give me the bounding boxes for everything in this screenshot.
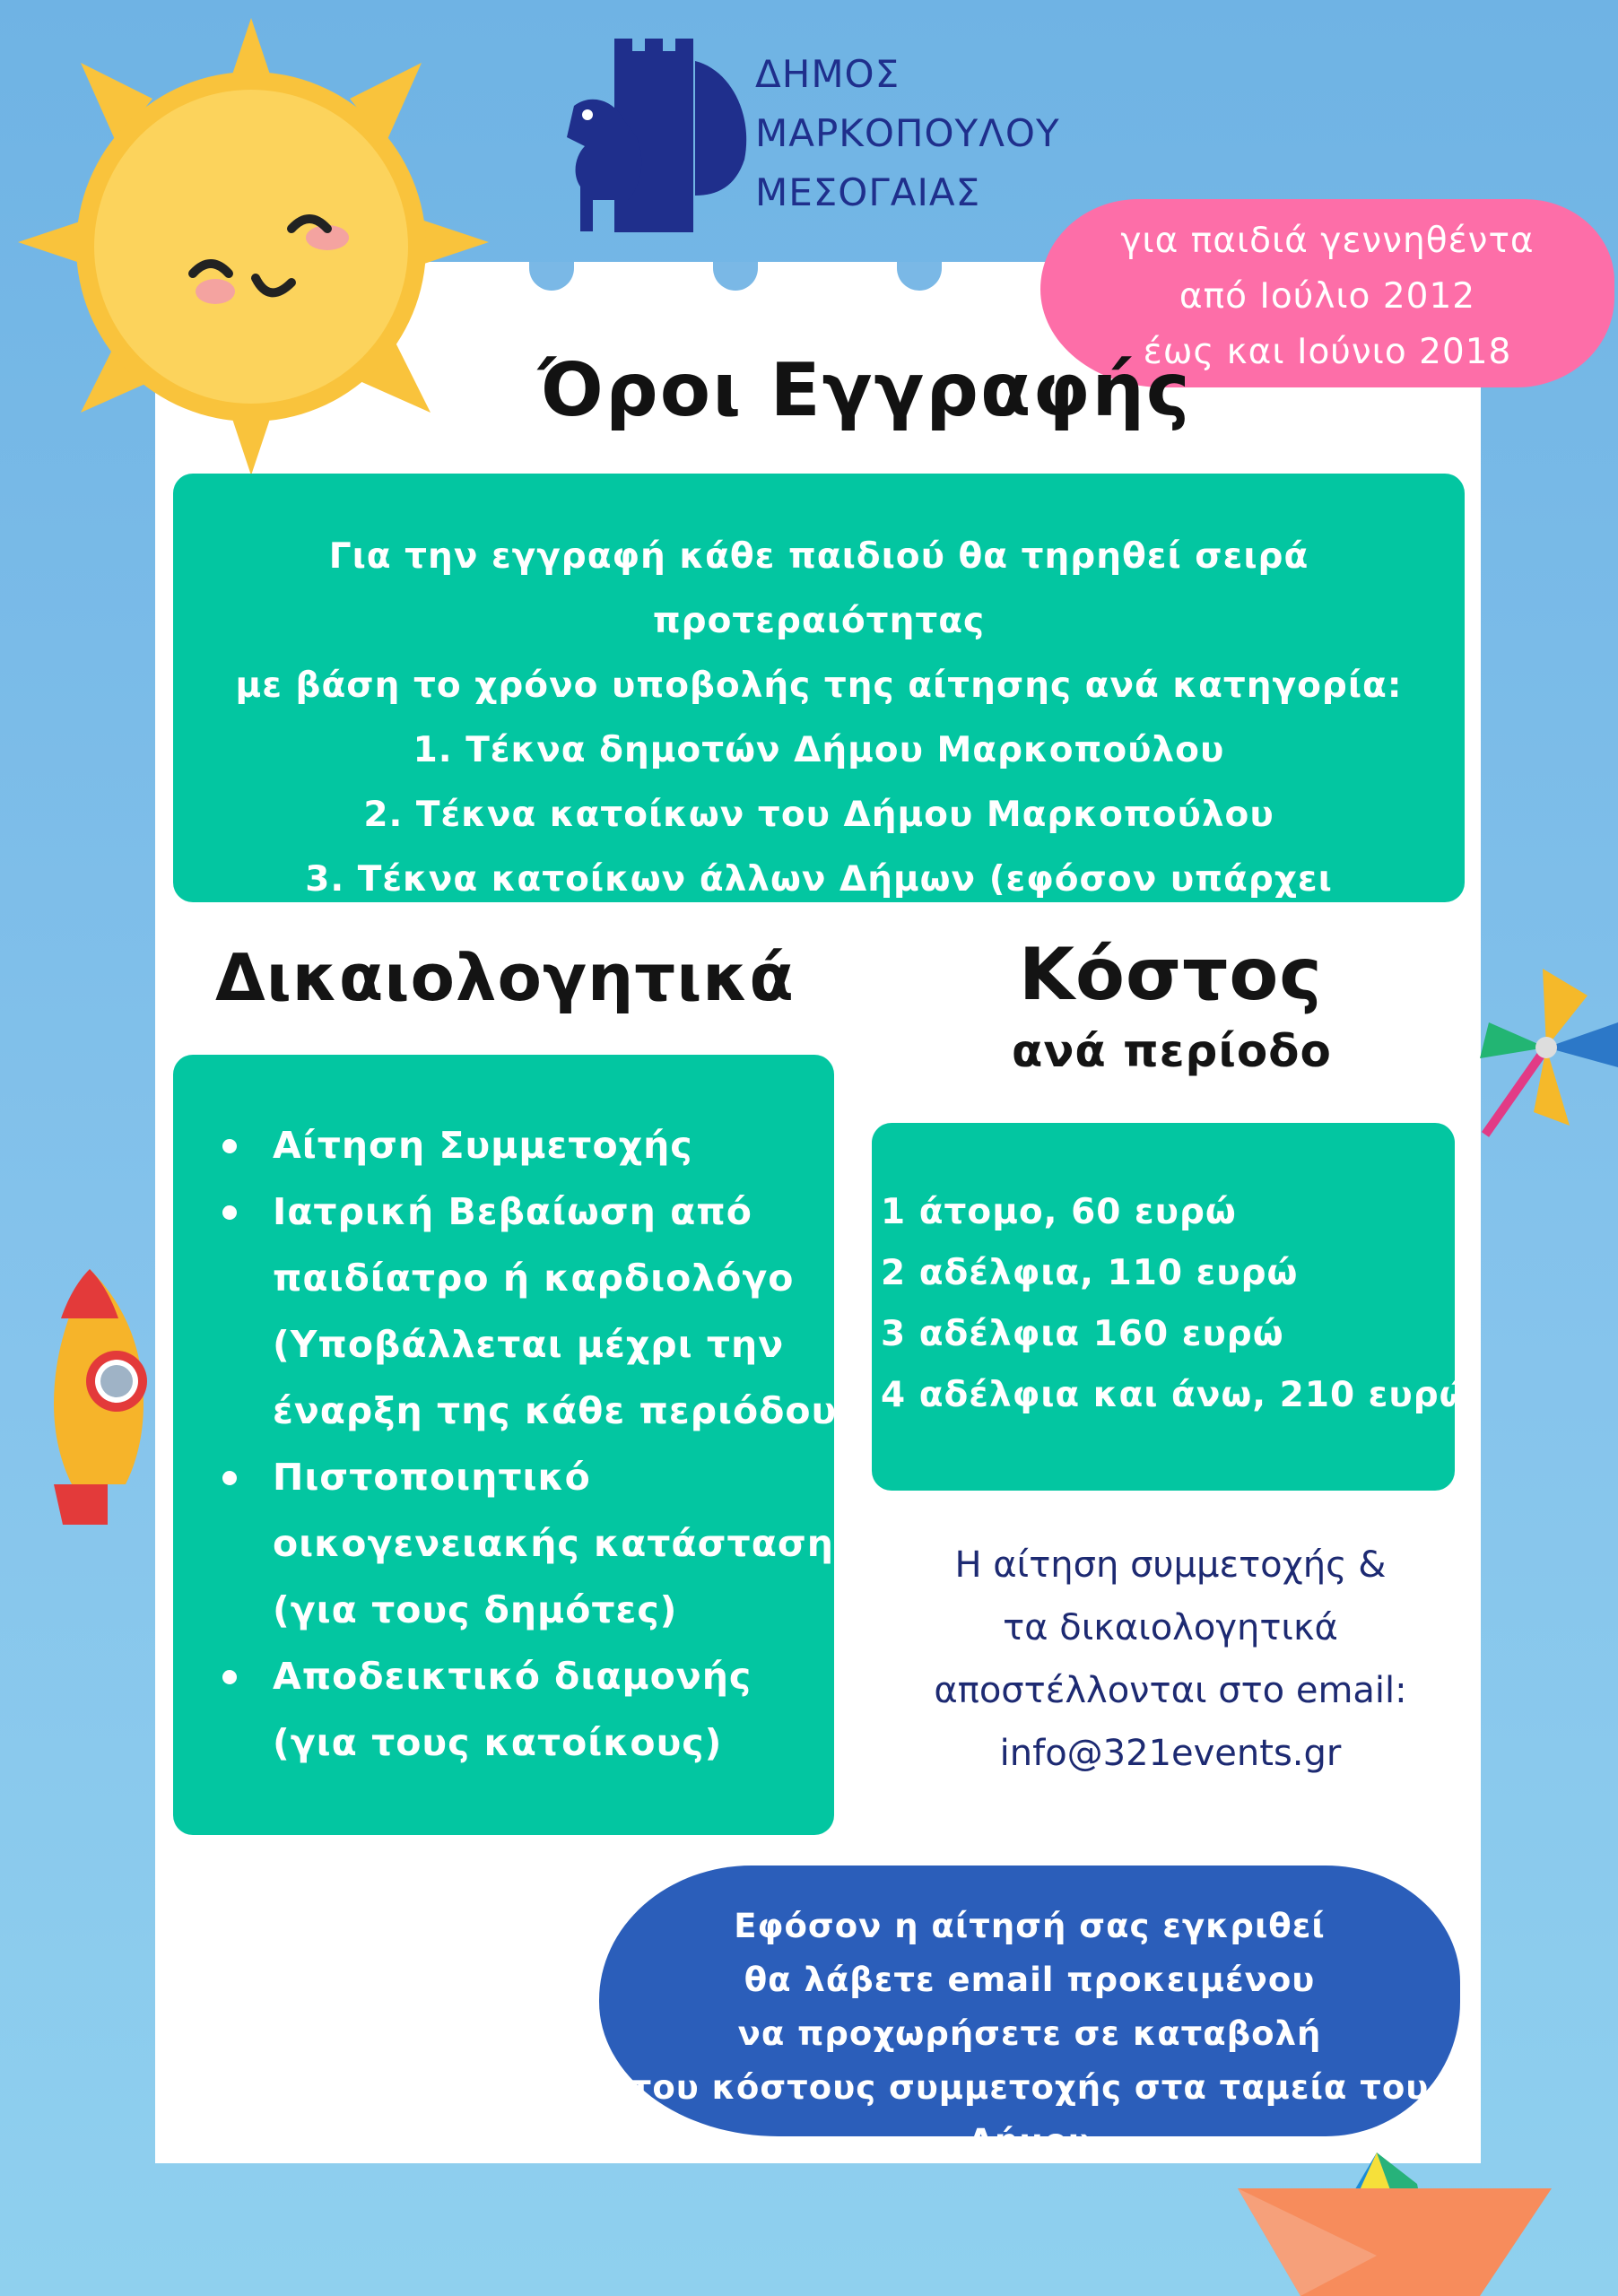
cost-subheading: ανά περίοδο (1012, 1025, 1332, 1077)
cost-item: 3 αδέλφια 160 ευρώ (881, 1314, 1284, 1354)
documents-item (215, 1178, 857, 1444)
pinwheel-icon (1480, 960, 1618, 1139)
municipality-logo-icon (547, 34, 753, 236)
priority-intro: με βάση το χρόνο υποβολής της αίτησης ανά κατηγορία: (235, 665, 1403, 706)
priority-text (173, 525, 1465, 977)
age-badge-line: έως και Ιούνιο 2018 (1143, 332, 1512, 372)
age-badge-line: για παιδιά γεννηθέντα (1120, 221, 1535, 261)
bullet-icon (222, 1205, 237, 1220)
documents-item-line: Αίτηση Συμμετοχής (273, 1124, 693, 1167)
bullet-icon (222, 1670, 237, 1684)
cost-list (881, 1182, 1471, 1426)
payment-note-line: να προχωρήσετε σε καταβολή (737, 2014, 1322, 2053)
documents-item-line: (για τους κατοίκους) (273, 1721, 723, 1764)
logo-line: ΜΕΣΟΓΑΙΑΣ (755, 170, 981, 214)
documents-list (215, 1112, 857, 1776)
documents-item-line: οικογενειακής κατάστασης (273, 1522, 857, 1565)
priority-intro: Για την εγγραφή κάθε παιδιού θα τηρηθεί σειρά προτεραιότητας (328, 536, 1309, 641)
documents-item (215, 1643, 857, 1776)
email-address[interactable]: info@321events.gr (999, 1733, 1342, 1774)
rocket-icon (49, 1256, 166, 1543)
payment-note (599, 1866, 1460, 2169)
documents-item-line: Ιατρική Βεβαίωση από (273, 1190, 752, 1233)
priority-item: 1. Τέκνα δημοτών Δήμου Μαρκοπούλου (413, 730, 1225, 770)
priority-item: 2. Τέκνα κατοίκων του Δήμου Μαρκοπούλου (363, 795, 1274, 835)
cost-heading: Κόστος (1019, 933, 1323, 1016)
cost-item: 4 αδέλφια και άνω, 210 ευρώ (881, 1375, 1471, 1415)
priority-item: 3. Τέκνα κατοίκων άλλων Δήμων (εφόσον υπάρχει διαθεσιμότητα) (305, 859, 1333, 964)
bullet-icon (222, 1471, 237, 1485)
page-title: Όροι Εγγραφής (538, 348, 1192, 433)
age-badge-line: από Ιούλιο 2012 (1179, 276, 1476, 317)
email-note-line: Η αίτηση συμμετοχής & (954, 1544, 1387, 1586)
sun-icon (0, 0, 502, 484)
email-note-line: αποστέλλονται στο email: (934, 1670, 1407, 1711)
documents-item-line: (για τους δημότες) (273, 1588, 678, 1631)
cost-item: 1 άτομο, 60 ευρώ (881, 1192, 1237, 1232)
payment-note-line: θα λάβετε email προκειμένου (744, 1961, 1316, 1999)
documents-heading: Δικαιολογητικά (215, 940, 795, 1015)
documents-item (215, 1444, 857, 1643)
documents-item-line: παιδίατρο ή καρδιολόγο (273, 1257, 795, 1300)
cost-item: 2 αδέλφια, 110 ευρώ (881, 1253, 1299, 1293)
payment-note-line: Εφόσον η αίτησή σας εγκριθεί (734, 1907, 1326, 1945)
paper-boat-icon (1238, 2148, 1552, 2296)
documents-item-line: Αποδεικτικό διαμονής (273, 1655, 752, 1698)
documents-item (215, 1112, 857, 1178)
bullet-icon (222, 1139, 237, 1153)
documents-item-line: (Υποβάλλεται μέχρι την (273, 1323, 785, 1366)
logo-line: ΜΑΡΚΟΠΟΥΛΟΥ (755, 111, 1060, 155)
documents-item-line: Πιστοποιητικό (273, 1456, 591, 1499)
logo-line: ΔΗΜΟΣ (755, 52, 900, 96)
logo-text (755, 45, 1060, 222)
email-note (897, 1534, 1444, 1785)
payment-note-line: του κόστους συμμετοχής στα ταμεία του Δήμου (630, 2068, 1430, 2161)
email-note-line: τα δικαιολογητικά (1003, 1607, 1338, 1648)
documents-item-line: έναρξη της κάθε περιόδου) (273, 1389, 855, 1432)
